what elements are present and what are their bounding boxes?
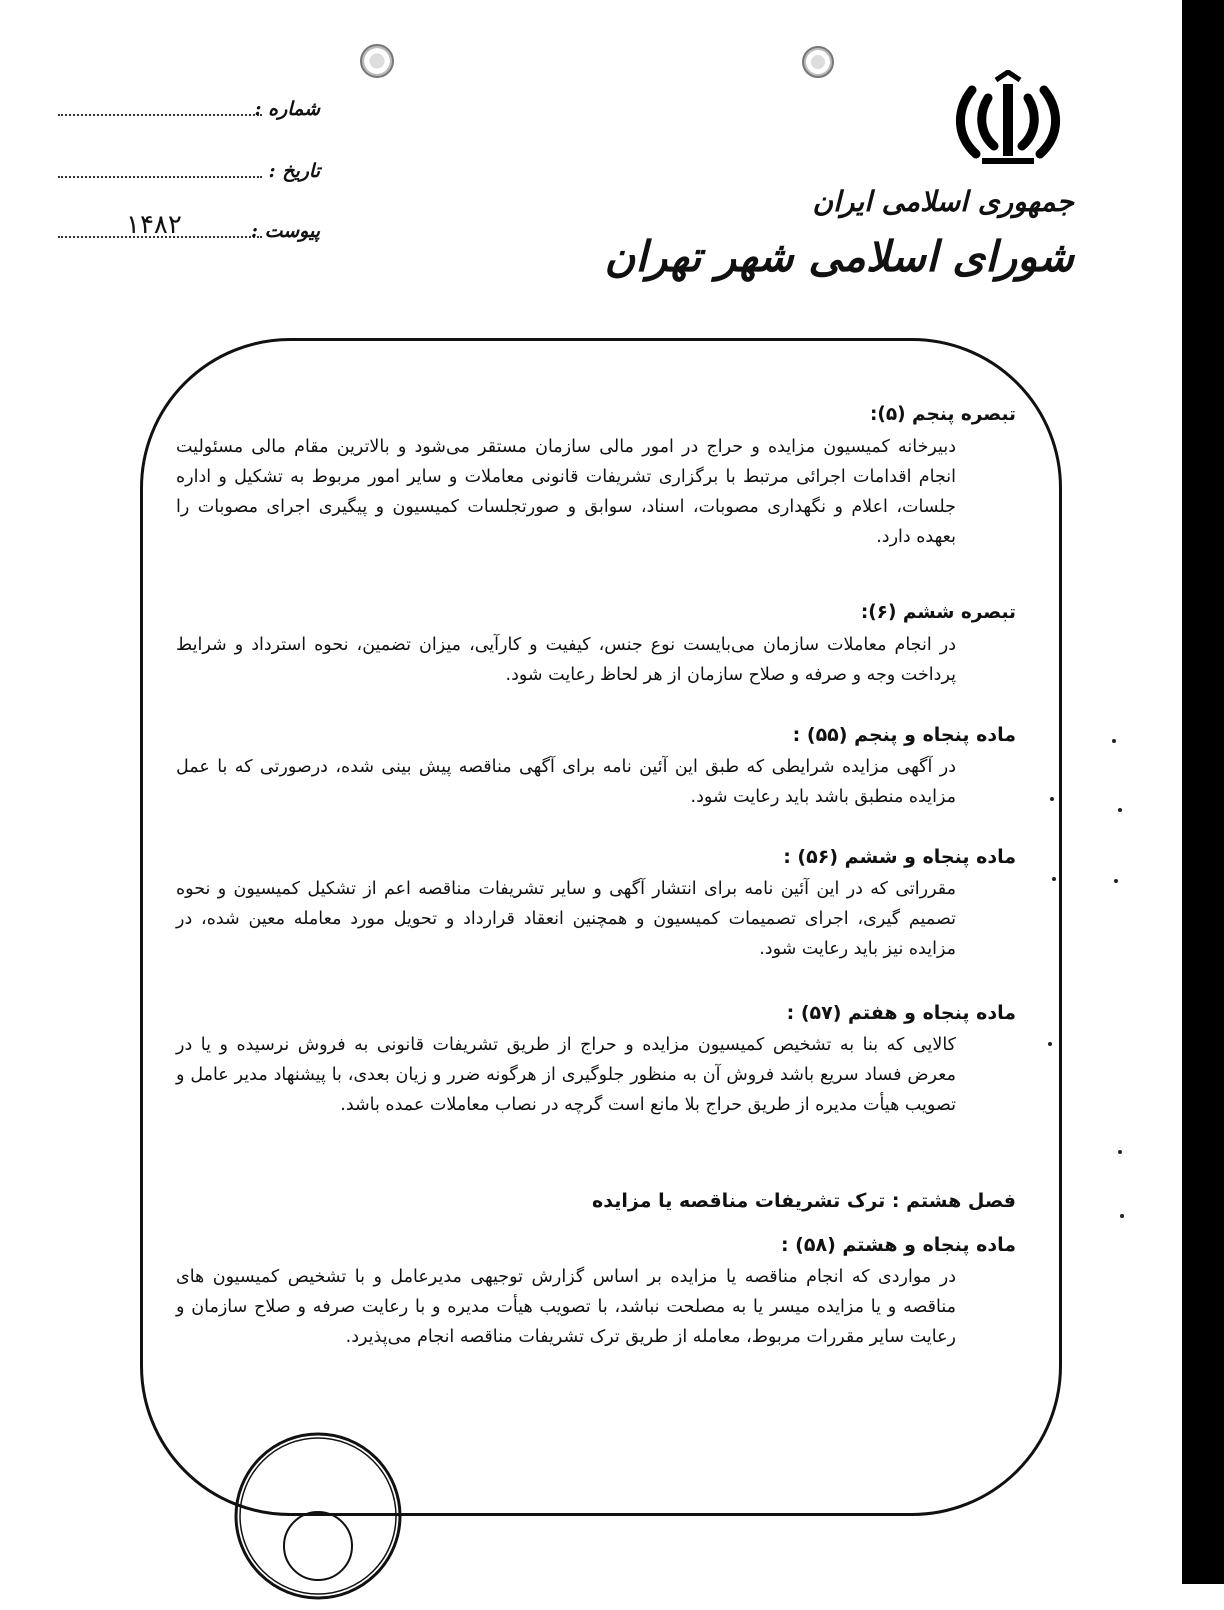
attachment-value: ۱۴۸۲ [126,210,182,240]
margin-dot [1048,1042,1052,1046]
margin-dot [1114,879,1118,883]
date-field [58,154,320,186]
section-text: مقرراتی که در این آئین نامه برای انتشار آگهی و سایر تشریفات مناقصه اعم از تشکیل کمیسیون و نحوه تصمیم گیری، اجرای تصمیمات کمیسیون و همچنین انعقاد قرارداد و تحویل مورد معامله معین شده، در مزایده نیز باید رعایت شود. [176,879,956,959]
section-heading: ماده پنجاه و پنجم (۵۵) : [792,724,1016,746]
document-body [176,398,1016,1414]
section-text: در انجام معاملات سازمان می‌بایست نوع جنس، کیفیت و کارآیی، میزان تضمین، نحوه استرداد و شرایط پرداخت وجه و صرفه و صلاح سازمان از هر لحاظ رعایت شود. [176,635,956,685]
section-text: کالایی که بنا به تشخیص کمیسیون مزایده و حراج از طریق تشریفات قانونی به فروش نرسیده و یا در معرض فساد سریع باشد فروش آن به منظور جلوگیری از هرگونه ضرر و زیان بعدی، با پیشنهاد مدیر عامل و تصویب هیأت مدیره از طریق حراج بلا مانع است گرچه در نصاب معاملات عمده باشد. [176,1035,956,1115]
scan-edge-bar [1182,0,1224,1584]
attachment-label: پیوست : [250,220,320,242]
margin-dot [1118,1150,1122,1154]
section-text: در آگهی مزایده شرایطی که طبق این آئین نامه برای آگهی مناقصه پیش بینی شده، درصورتی که با عمل مزایده منطبق باشد باید رعایت شود. [176,757,956,807]
council-stamp [228,1426,408,1606]
chapter-heading: فصل هشتم : ترک تشریفات مناقصه یا مزایده [592,1190,1016,1212]
republic-title: جمهوری اسلامی ایران [812,185,1074,218]
dotted-line [58,114,262,116]
margin-dot [1112,739,1116,743]
margin-dot [1118,808,1122,812]
iran-emblem-icon [952,70,1064,170]
margin-dot [1120,1214,1124,1218]
section-heading: ماده پنجاه و هشتم (۵۸) : [780,1234,1016,1256]
attachment-field [58,210,320,246]
margin-dot [1052,877,1056,881]
section-text: در مواردی که انجام مناقصه یا مزایده بر اساس گزارش توجیهی مدیرعامل و با تشخیص کمیسیون های مناقصه و یا مزایده میسر یا به مصلحت نباشد، با تصویب هیأت مدیره و با رعایت صرفه و صلاح سازمان و رعایت سایر مقررات مربوط، معامله از طریق ترک تشریفات مناقصه انجام می‌پذیرد. [176,1267,956,1347]
number-field [58,92,320,124]
section-text: دبیرخانه کمیسیون مزایده و حراج در امور مالی سازمان مستقر می‌شود و بالاترین مقام مالی مسئولیت انجام اقدامات اجرائی مرتبط با برگزاری تشریفات قانونی معاملات و سایر امور مربوط به تشکیل و اداره جلسات، اعلام و نگهداری مصوبات، اسناد، سوابق و صورتجلسات کمیسیون و پیگیری اجرای مصوبات را بعهده دارد. [176,437,956,547]
section-heading: ماده پنجاه و ششم (۵۶) : [783,846,1016,868]
punch-hole [802,46,834,78]
date-label: تاریخ : [268,160,320,182]
punch-hole [360,44,394,78]
margin-dot [1050,797,1054,801]
dotted-line [58,176,262,178]
section-heading: ماده پنجاه و هفتم (۵۷) : [786,1002,1016,1024]
section-heading: تبصره پنجم (۵): [870,404,1016,425]
section-heading: تبصره ششم (۶): [860,602,1016,623]
number-label: شماره : [254,98,320,120]
council-title: شورای اسلامی شهر تهران [604,232,1074,281]
